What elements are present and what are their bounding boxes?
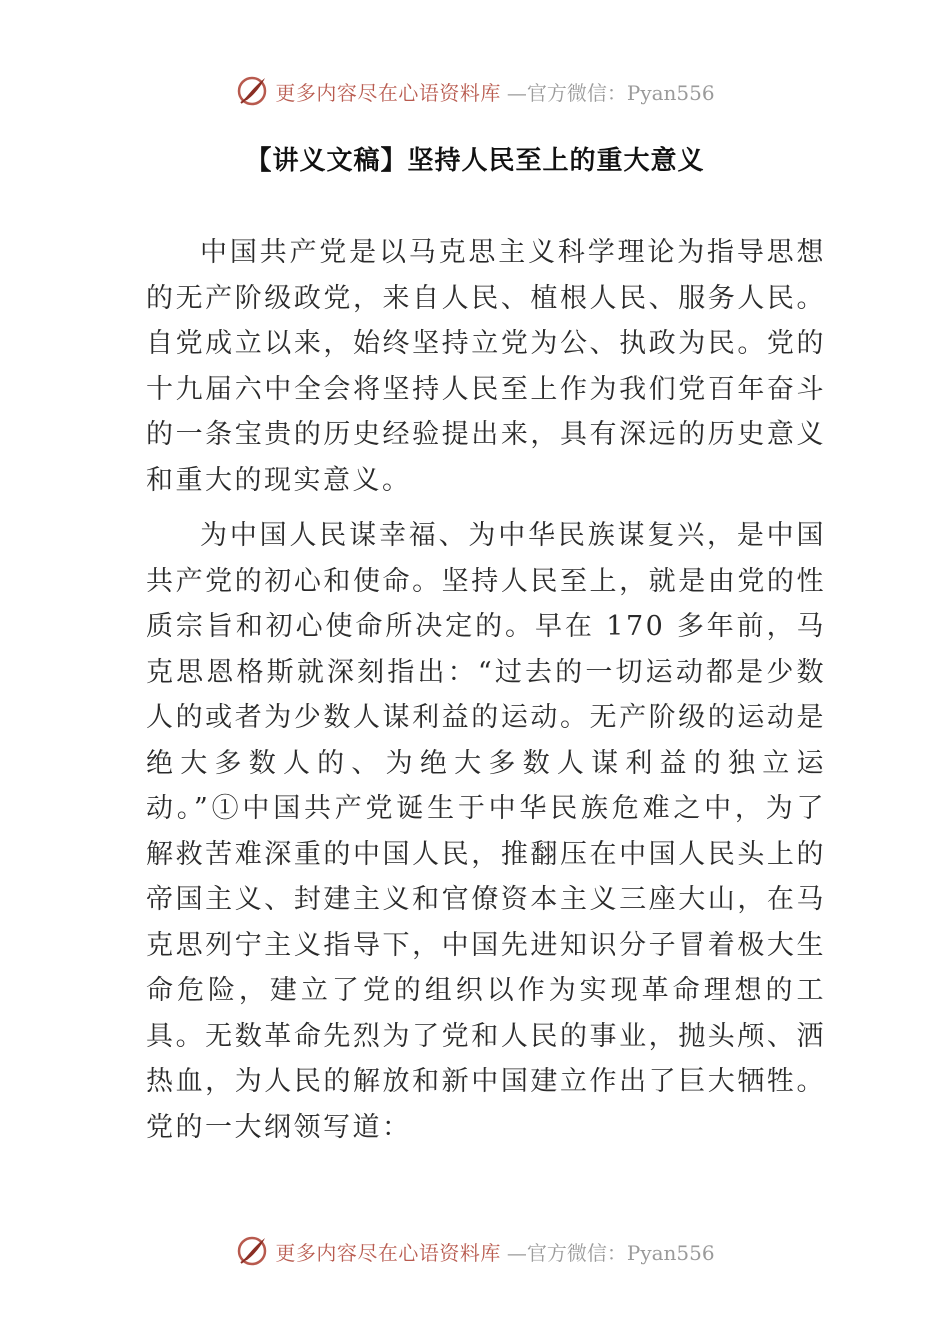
paragraph: 中国共产党是以马克思主义科学理论为指导思想的无产阶级政党，来自人民、植根人民、服务人民。自党成立以来，始终坚持立党为公、执政为民。党的十九届六中全会将坚持人民至上作为我们党百年奋斗的一条宝贵的历史经验提出来，具有深远的历史意义和重大的现实意义。 [146,237,826,496]
paragraph: 为中国人民谋幸福、为中华民族谋复兴，是中国共产党的初心和使命。坚持人民至上，就是由党的性质宗旨和初心使命所决定的。早在 170 多年前，马克思恩格斯就深刻指出：“过去的一切运动都是少数人的或者为少数人谋利益的运动。无产阶级的运动是绝大多数人的、为绝大多数人谋利益的独立运动。”①中国共产党诞生于中华民族危难之中，为了解救苦难深重的中国人民，推翻压在中国人民头上的帝国主义、封建主义和官僚资本主义三座大山，在马克思列宁主义指导下，中国先进知识分子冒着极大生命危险，建立了党的组织以作为实现革命理想的工具。无数革命先烈为了党和人民的事业，抛头颅、洒热血，为人民的解放和新中国建立作出了巨大牺牲。党的一大纲领写道： [146,520,826,1143]
watermark-contact: —官方微信：Pyan556 [506,1240,715,1265]
watermark-text: 更多内容尽在心语资料库 [275,1240,501,1265]
header-watermark [0,74,950,108]
watermark-contact: —官方微信：Pyan556 [506,80,715,105]
watermark-text: 更多内容尽在心语资料库 [275,80,501,105]
quill-logo-icon [235,1234,269,1268]
quill-logo-icon [235,74,269,108]
document-title: 【讲义文稿】坚持人民至上的重大意义 [245,146,705,176]
document-body [146,230,826,1160]
footer-watermark [0,1234,950,1268]
